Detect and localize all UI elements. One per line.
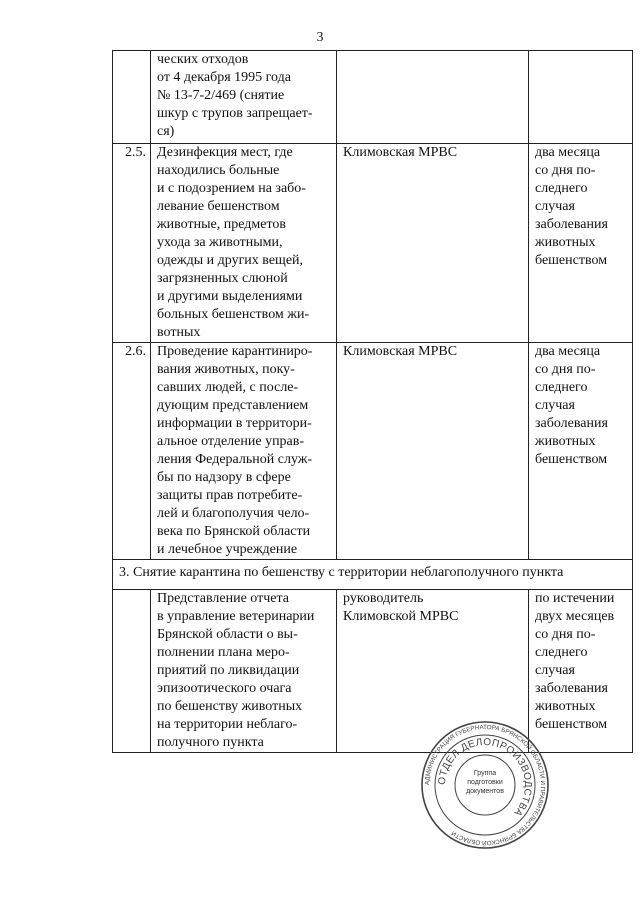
responsible-cell: Климовская МРВС — [337, 144, 529, 343]
table-row — [113, 51, 633, 144]
row-number: 2.6. — [113, 343, 151, 560]
responsible-cell: руководитель Климовской МРВС — [337, 590, 529, 753]
row-number — [113, 51, 151, 144]
stamp-center-text: Группа подготовки документов — [466, 770, 504, 795]
responsible-cell — [337, 51, 529, 144]
page-number: 3 — [316, 30, 324, 45]
action-cell: Дезинфекция мест, где находились больные и с подозрением на забо- левание бешенством животные, предметов ухода за животными, одежды и других вещей, загрязненных слюной и другими выделениями больных бешенством жи- вотных — [151, 144, 337, 343]
table-row — [113, 590, 633, 753]
term-cell — [529, 51, 633, 144]
action-cell: Проведение карантиниро- вания животных, поку- савших людей, с после- дующим представлением информации в территори- альное отделение управ- ления Федеральной служ- бы по надзору в сфере защиты прав потребите- лей и благополучия чело- века по Брянской области и лечебное учреждение — [151, 343, 337, 560]
stamp-outer-text: АДМИНИСТРАЦИЯ ГУБЕРНАТОРА БРЯНСКОЙ ОБЛАСТИ И ПРАВИТЕЛЬСТВА БРЯНСКОЙ ОБЛАСТИ — [423, 723, 547, 847]
action-cell: Представление отчета в управление ветеринарии Брянской области о вы- полнении плана меро- приятий по ликвидации эпизоотического очага по бешенству животных на территории неблаго- получного пункта — [151, 590, 337, 753]
responsible-cell: Климовская МРВС — [337, 343, 529, 560]
row-number: 2.5. — [113, 144, 151, 343]
row-number — [113, 590, 151, 753]
table-row — [113, 343, 633, 560]
office-stamp — [420, 720, 550, 850]
section-heading: 3. Снятие карантина по бешенству с территории неблагополучного пункта — [113, 560, 633, 590]
section-heading-row — [113, 560, 633, 590]
measures-table — [112, 50, 633, 753]
stamp-inner-text: ОТДЕЛ ДЕЛОПРОИЗВОДСТВА — [436, 736, 534, 819]
term-cell: два месяца со дня по- следнего случая заболевания животных бешенством — [529, 343, 633, 560]
action-cell: ческих отходов от 4 декабря 1995 года № 13-7-2/469 (снятие шкур с трупов запрещает- ся) — [151, 51, 337, 144]
term-cell: два месяца со дня по- следнего случая заболевания животных бешенством — [529, 144, 633, 343]
table-row — [113, 144, 633, 343]
term-cell: по истечении двух месяцев со дня по- следнего случая заболевания животных бешенством — [529, 590, 633, 753]
